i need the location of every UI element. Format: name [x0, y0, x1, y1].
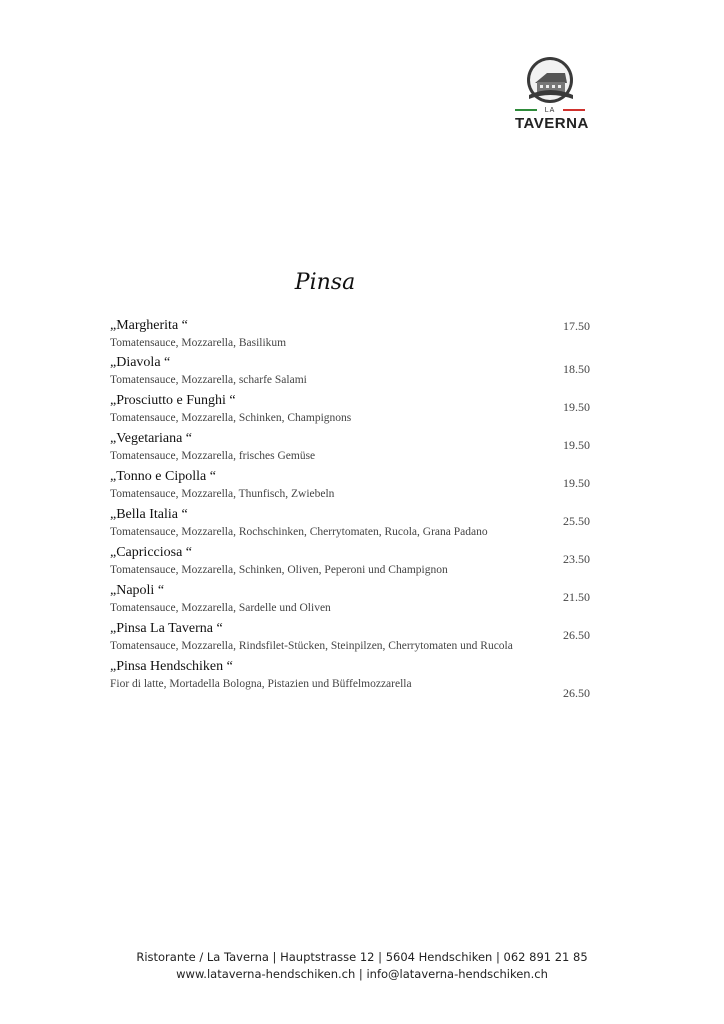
item-price: 25.50 — [563, 514, 590, 528]
item-description: Fior di latte, Mortadella Bologna, Pistazien und Büffelmozzarella — [110, 678, 412, 690]
item-description: Tomatensauce, Mozzarella, Rochschinken, Cherrytomaten, Rucola, Grana Padano — [110, 526, 488, 538]
menu-item-prosciutto-e-funghi — [110, 393, 590, 431]
logo-name: TAVERNA — [515, 115, 589, 132]
item-price: 21.50 — [563, 590, 590, 604]
menu-item-pinsa-la-taverna — [110, 621, 590, 659]
item-price: 23.50 — [563, 552, 590, 566]
item-price: 19.50 — [563, 476, 590, 490]
restaurant-logo — [515, 55, 589, 135]
item-description: Tomatensauce, Mozzarella, Schinken, Oliven, Peperoni und Champignon — [110, 564, 448, 576]
item-name: „Diavola “ — [110, 355, 171, 370]
menu-item-capricciosa — [110, 545, 590, 583]
menu-item-pinsa-hendschiken — [110, 659, 590, 705]
item-name: „Margherita “ — [110, 318, 188, 333]
menu-item-margherita — [110, 318, 590, 356]
item-description: Tomatensauce, Mozzarella, Rindsfilet-Stücken, Steinpilzen, Cherrytomaten und Rucola — [110, 640, 513, 652]
item-price: 19.50 — [563, 400, 590, 414]
item-name: „Tonno e Cipolla “ — [110, 469, 216, 484]
item-price: 17.50 — [563, 319, 590, 333]
item-price: 18.50 — [563, 362, 590, 376]
item-name: „Capricciosa “ — [110, 545, 193, 560]
item-name: „Pinsa Hendschiken “ — [110, 659, 233, 674]
item-price: 26.50 — [563, 628, 590, 642]
item-description: Tomatensauce, Mozzarella, frisches Gemüse — [110, 450, 316, 462]
menu-title: Pinsa — [294, 270, 356, 295]
item-price: 19.50 — [563, 438, 590, 452]
menu-item-vegetariana — [110, 431, 590, 469]
footer-contact[interactable]: www.lataverna-hendschiken.ch | info@lataverna-hendschiken.ch — [176, 967, 548, 981]
menu-item-diavola — [110, 355, 590, 393]
item-name: „Napoli “ — [110, 583, 165, 598]
logo-prefix: LA — [544, 107, 556, 114]
building-emblem-icon — [515, 55, 585, 107]
menu-item-tonno-e-cipolla — [110, 469, 590, 507]
item-name: „Pinsa La Taverna “ — [110, 621, 223, 636]
item-description: Tomatensauce, Mozzarella, Schinken, Champignons — [110, 412, 352, 424]
item-description: Tomatensauce, Mozzarella, Thunfisch, Zwiebeln — [110, 488, 335, 500]
item-description: Tomatensauce, Mozzarella, Sardelle und Oliven — [110, 602, 331, 614]
item-name: „Bella Italia “ — [110, 507, 188, 522]
menu-item-napoli — [110, 583, 590, 621]
menu-item-bella-italia — [110, 507, 590, 545]
item-description: Tomatensauce, Mozzarella, Basilikum — [110, 337, 287, 349]
footer-address: Ristorante / La Taverna | Hauptstrasse 12 | 5604 Hendschiken | 062 891 21 85 — [136, 950, 588, 964]
item-description: Tomatensauce, Mozzarella, scharfe Salami — [110, 374, 307, 386]
item-price: 26.50 — [563, 686, 590, 700]
item-name: „Vegetariana “ — [110, 431, 192, 446]
item-name: „Prosciutto e Funghi “ — [110, 393, 236, 408]
